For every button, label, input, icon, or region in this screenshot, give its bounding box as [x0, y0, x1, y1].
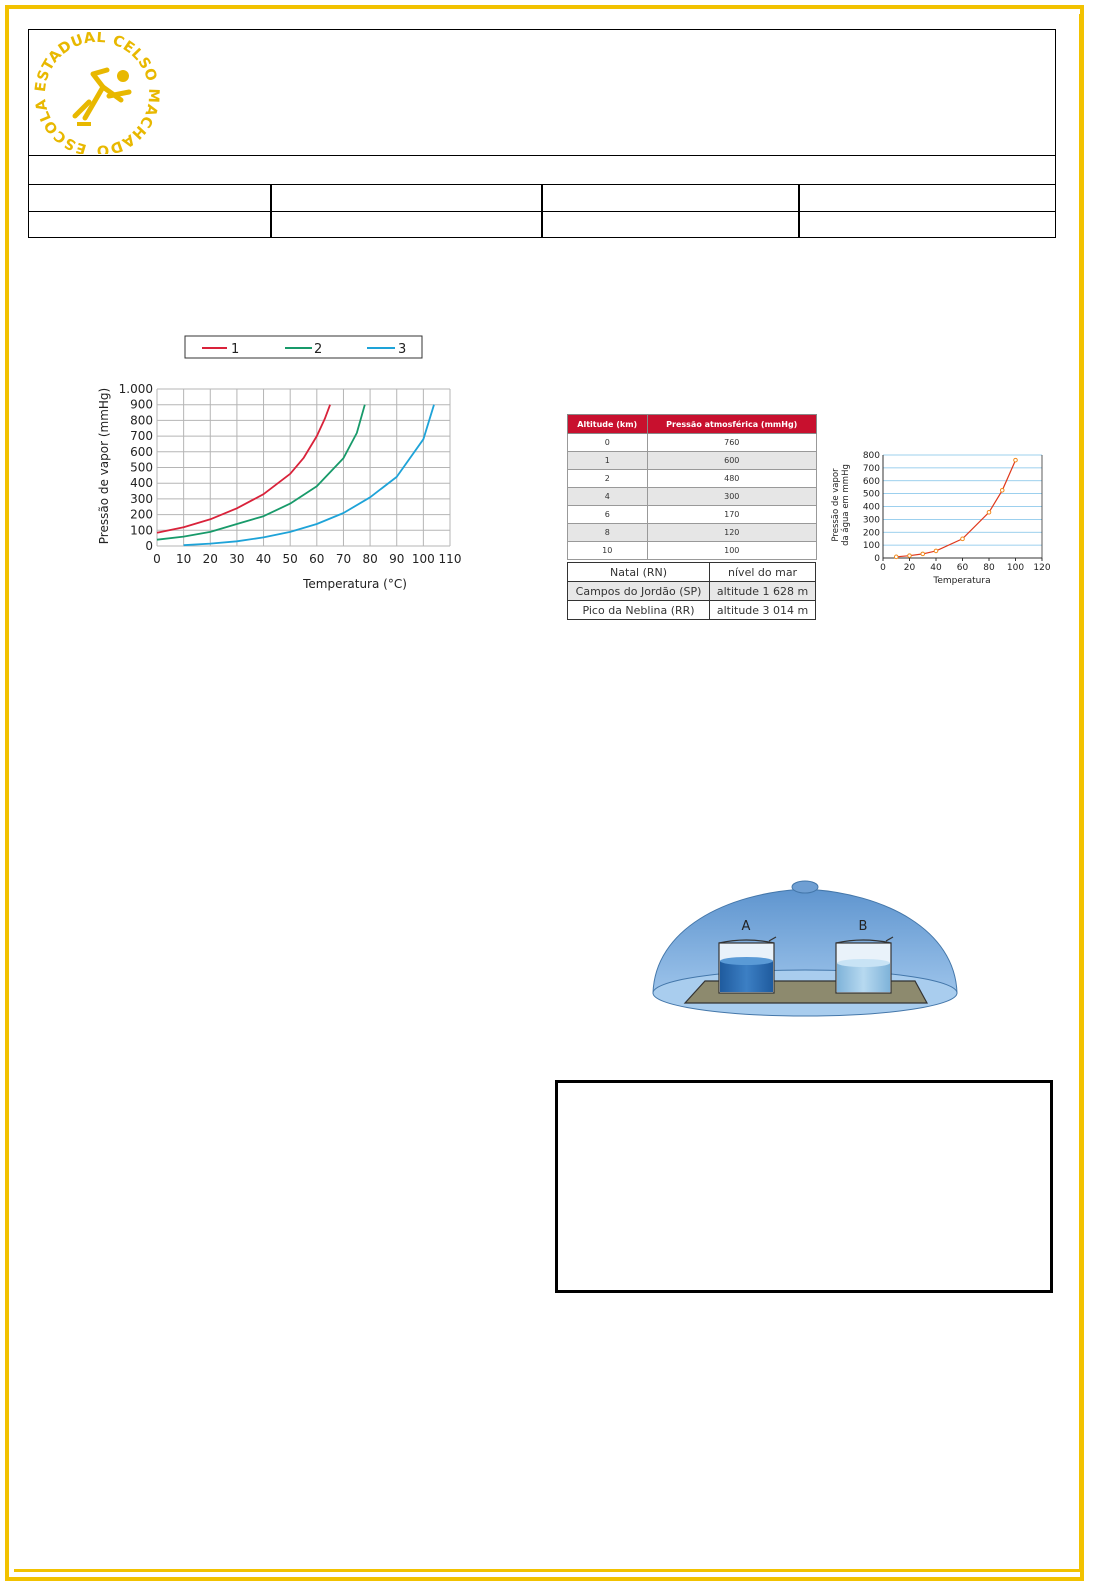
x-tick-label: 80: [362, 552, 378, 566]
header-info-row-2: [29, 211, 1055, 238]
y-tick-label: 0: [874, 554, 880, 564]
table-row: [568, 452, 817, 470]
series-line-1: [157, 405, 330, 533]
y-tick-label: 500: [862, 489, 880, 500]
bell-jar-knob: [792, 881, 818, 893]
cell-divider: [541, 184, 543, 211]
data-point: [894, 555, 898, 559]
y-tick-label: 200: [862, 528, 880, 539]
water-vapor-chart: [826, 445, 1056, 590]
cell-divider: [798, 184, 800, 211]
page-border-inner-right: [1079, 14, 1082, 1572]
x-tick-label: 30: [229, 552, 245, 566]
table-row: [568, 524, 817, 542]
y-tick-label: 700: [130, 429, 153, 444]
y-tick-label: 100: [862, 541, 880, 552]
cell-divider: [270, 184, 272, 211]
bell-jar-illustration: [645, 875, 965, 1025]
y-tick-label: 400: [130, 476, 153, 491]
x-tick-label: 80: [983, 563, 995, 573]
y-tick-label: 0: [145, 539, 153, 553]
table-row: [568, 506, 817, 524]
table-cell: Campos do Jordão (SP): [568, 582, 710, 601]
table-cell: 2: [568, 470, 648, 488]
x-tick-label: 20: [903, 563, 916, 573]
x-axis-label: Temperatura (°C): [303, 577, 407, 591]
header-logo-row: [29, 30, 1055, 156]
table-cell: 4: [568, 488, 648, 506]
logo-text: ESCOLA ESTADUAL CELSO MACHADO: [33, 32, 161, 154]
y-tick-label: 300: [862, 515, 880, 526]
y-tick-label: 400: [862, 502, 880, 513]
legend-label-1: 1: [231, 342, 240, 357]
table-row: [568, 582, 816, 601]
table-cell: 300: [647, 488, 817, 506]
table-cell: 600: [647, 452, 817, 470]
data-point: [1000, 488, 1004, 492]
beaker-b-label: B: [858, 919, 868, 934]
table-cell: 1: [568, 452, 648, 470]
table-header: Pressão atmosférica (mmHg): [647, 415, 817, 434]
table-cell: 480: [647, 470, 817, 488]
x-tick-label: 110: [438, 552, 462, 566]
y-tick-label: 1.000: [118, 382, 153, 396]
x-tick-label: 10: [175, 552, 192, 566]
data-point: [1014, 458, 1018, 462]
table-cell: nível do mar: [710, 563, 816, 582]
chart-grid: [883, 455, 1042, 561]
data-point: [934, 549, 938, 553]
x-tick-label: 120: [1033, 563, 1051, 573]
table-row: [568, 542, 817, 560]
x-tick-label: 60: [309, 552, 325, 566]
y-tick-label: 900: [130, 397, 153, 412]
x-tick-label: 50: [282, 552, 298, 566]
cities-altitude-table: [567, 562, 816, 620]
table-cell: 10: [568, 542, 648, 560]
page-border: [5, 5, 1084, 1581]
y-tick-label: 200: [130, 507, 153, 522]
x-tick-label: 20: [202, 552, 218, 566]
chart-series: [157, 405, 434, 546]
series-line: [896, 460, 1015, 557]
table-cell: 760: [647, 434, 817, 452]
data-point: [987, 510, 991, 514]
series-line-2: [157, 405, 365, 540]
table-cell: 0: [568, 434, 648, 452]
legend-label-3: 3: [398, 342, 407, 357]
y-axis-label-line2: da água em mmHg: [841, 464, 851, 546]
school-logo: [33, 32, 161, 154]
table-cell: 120: [647, 524, 817, 542]
table-cell: Pico da Neblina (RR): [568, 601, 710, 620]
x-tick-label: 60: [956, 563, 969, 573]
x-tick-label: 0: [153, 552, 161, 566]
x-tick-label: 90: [389, 552, 405, 566]
altitude-pressure-table: [567, 414, 817, 560]
y-tick-label: 600: [862, 476, 880, 487]
data-point: [961, 537, 965, 541]
y-tick-label: 600: [130, 444, 153, 459]
table-row: [568, 563, 816, 582]
table-cell: Natal (RN): [568, 563, 710, 582]
x-tick-label: 100: [411, 552, 435, 566]
x-tick-label: 70: [335, 552, 352, 566]
table-cell: 100: [647, 542, 817, 560]
table-cell: altitude 1 628 m: [710, 582, 816, 601]
table-cell: 170: [647, 506, 817, 524]
chart-legend: [185, 336, 422, 358]
x-axis-label: Temperatura: [933, 576, 991, 586]
y-tick-label: 100: [130, 523, 153, 538]
y-tick-label: 800: [862, 451, 880, 461]
data-point: [921, 552, 925, 556]
chart-tick-labels: [863, 451, 1051, 573]
y-axis-label-line1: Pressão de vapor: [831, 468, 841, 542]
x-tick-label: 100: [1006, 563, 1025, 573]
chart-series: [894, 458, 1017, 558]
header-info-row-1: [29, 184, 1055, 212]
y-tick-label: 800: [130, 413, 153, 428]
table-row: [568, 488, 817, 506]
answer-box: [555, 1080, 1053, 1293]
table-row: [568, 601, 816, 620]
legend-label-2: 2: [314, 342, 323, 357]
page-border-inner-bottom: [14, 1569, 1082, 1572]
table-cell: 8: [568, 524, 648, 542]
beaker-a-label: A: [741, 919, 751, 934]
x-tick-label: 0: [880, 563, 886, 573]
header-name-row: [29, 155, 1055, 185]
x-tick-label: 40: [930, 563, 942, 573]
y-axis-label: Pressão de vapor (mmHg): [97, 387, 111, 545]
cell-divider: [541, 211, 543, 238]
data-point: [908, 554, 912, 558]
y-tick-label: 500: [130, 460, 153, 475]
table-header: Altitude (km): [568, 415, 648, 434]
vapor-pressure-chart: [90, 330, 470, 600]
header-form: [28, 29, 1056, 238]
table-row: [568, 434, 817, 452]
table-row: [568, 470, 817, 488]
cell-divider: [798, 211, 800, 238]
table-cell: altitude 3 014 m: [710, 601, 816, 620]
cell-divider: [270, 211, 272, 238]
table-cell: 6: [568, 506, 648, 524]
x-tick-label: 40: [255, 552, 272, 566]
y-tick-label: 300: [130, 491, 153, 506]
y-tick-label: 700: [862, 463, 880, 474]
